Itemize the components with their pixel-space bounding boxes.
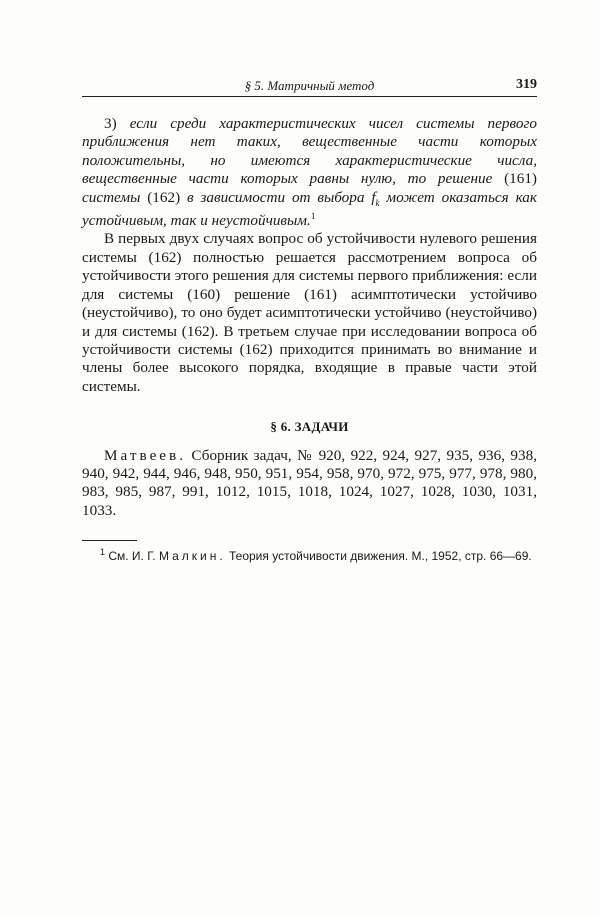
- footnote-prefix: См. И. Г.: [105, 549, 159, 564]
- paragraph-case-3: [82, 115, 537, 230]
- paragraph-discussion: В первых двух случаях вопрос об устойчивости нулевого решения системы (162) полностью решается рассмотрением вопроса об устойчивости этого решения для системы первого приближения: если для системы (160) решение (161) асимптотически устойчиво (неустойчиво), то оно будет асимптотически устойчиво (неустойчиво) и для системы (162). В третьем случае при исследовании вопроса об устойчивости системы (162) приходится принимать во внимание и члены более высокого порядка, входящие в правые части этой системы.: [82, 230, 537, 395]
- running-head: [82, 76, 537, 97]
- section-title: § 6. ЗАДАЧИ: [270, 419, 349, 435]
- problems-paragraph: [82, 447, 537, 521]
- case-3-text-d: может оказаться как устойчивым, так и неустойчивым.: [82, 188, 537, 230]
- case-3-text-a: если среди характеристических чисел системы первого приближения нет таких, вещественные части которых положительны, но имеются характеристические числа, вещественные части которых равны нулю, то решение: [82, 115, 537, 188]
- body-text: [82, 115, 537, 520]
- equation-ref-161: (161): [504, 170, 537, 188]
- problems-list: Сборник задач, № 920, 922, 924, 927, 935, 936, 938, 940, 942, 944, 946, 948, 950, 951, 954, 958, 970, 972, 975, 977, 978, 980, 983, 985, 987, 991, 1012, 1015, 1018, 1024, 1027, 1028, 1030, 1031, 1033.: [82, 446, 537, 519]
- footnote-divider: [82, 540, 137, 541]
- footnote-author: Малкин.: [158, 549, 226, 564]
- case-3-text-c: в зависимости от выбора: [180, 188, 372, 206]
- book-page: [82, 76, 537, 563]
- equation-ref-162: (162): [147, 188, 181, 206]
- symbol-f-k: [371, 189, 379, 206]
- case-3-text-b: системы: [82, 188, 148, 206]
- footnote-marker: 1: [100, 547, 106, 558]
- symbol-subscript-k: k: [375, 197, 380, 208]
- running-head-title: § 5. Матричный метод: [244, 78, 375, 93]
- footnote-citation: Теория устойчивости движения. М., 1952, стр. 66—69.: [225, 549, 532, 564]
- page-number: 319: [516, 77, 537, 92]
- symbol-f: f: [371, 188, 376, 206]
- case-number: 3): [104, 115, 130, 132]
- author-name: Матвеев.: [104, 446, 187, 464]
- footnote: [82, 549, 537, 563]
- footnote-ref[interactable]: 1: [310, 211, 316, 221]
